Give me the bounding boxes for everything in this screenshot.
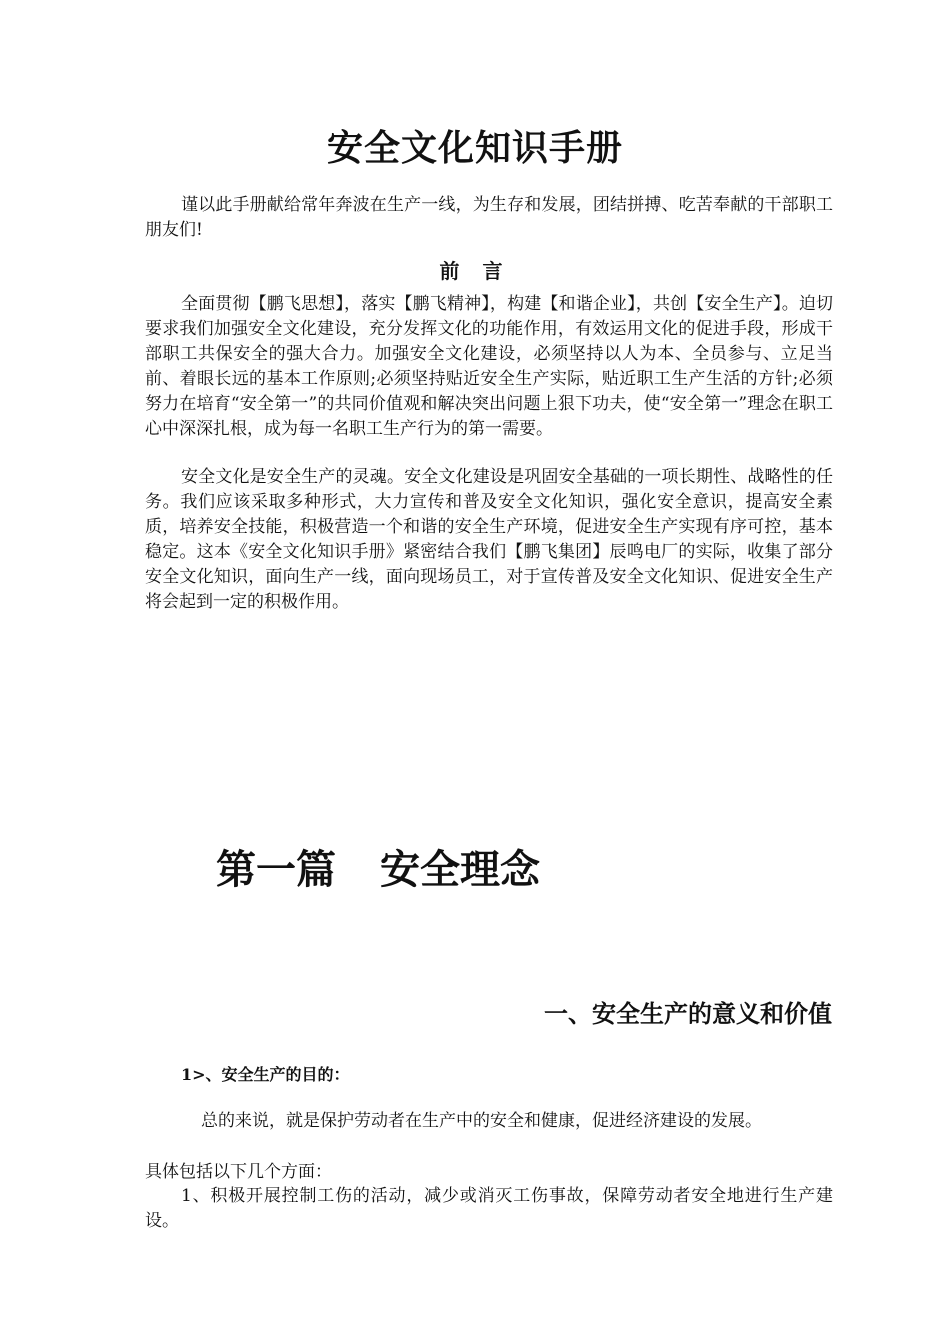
section-title: 一、安全生产的意义和价值 (544, 999, 832, 1028)
part-name: 安全理念 (380, 846, 540, 893)
body-paragraph-2: 具体包括以下几个方面： (145, 1162, 332, 1182)
dedication-paragraph: 谨以此手册献给常年奔波在生产一线，为生存和发展，团结拼搏、吃苦奉献的干部职工朋友们! (145, 195, 833, 240)
preface-heading: 前 言 (439, 259, 511, 283)
preface-paragraph-1: 全面贯彻【鹏飞思想】，落实【鹏飞精神】，构建【和谐企业】，共创【安全生产】。迫切要求我们加强安全文化建设，充分发挥文化的功能作用，有效运用文化的促进手段，形成干部职工共保安全的强大合力。加强安全文化建设，必须坚持以人为本、全员参与、立足当前、着眼长远的基本工作原则;必须坚持贴近安全生产实际，贴近职工生产生活的方针;必须努力在培育“安全第一”的共同价值观和解决突出问题上狠下功夫，使“安全第一”理念在职工心中深深扎根，成为每一名职工生产行为的第一需要。 (145, 294, 833, 439)
document-title: 安全文化知识手册 (326, 127, 623, 169)
body-paragraph-1: 总的来说，就是保护劳动者在生产中的安全和健康，促进经济建设的发展。 (201, 1111, 762, 1131)
preface-paragraph-2: 安全文化是安全生产的灵魂。安全文化建设是巩固安全基础的一项长期性、战略性的任务。我们应该采取多种形式，大力宣传和普及安全文化知识，强化安全意识，提高安全素质，培养安全技能，积极营造一个和谐的安全生产环境，促进安全生产实现有序可控，基本稳定。这本《安全文化知识手册》紧密结合我们【鹏飞集团】辰鸣电厂的实际，收集了部分安全文化知识，面向生产一线，面向现场员工，对于宣传普及安全文化知识、促进安全生产将会起到一定的积极作用。 (145, 467, 833, 612)
part-number: 第一篇 (216, 846, 336, 893)
part-title (216, 838, 540, 895)
body-paragraph-3: 1、积极开展控制工伤的活动，减少或消灭工伤事故，保障劳动者安全地进行生产建设。 (145, 1186, 833, 1231)
subsection-title: 1>、安全生产的目的： (181, 1065, 350, 1084)
